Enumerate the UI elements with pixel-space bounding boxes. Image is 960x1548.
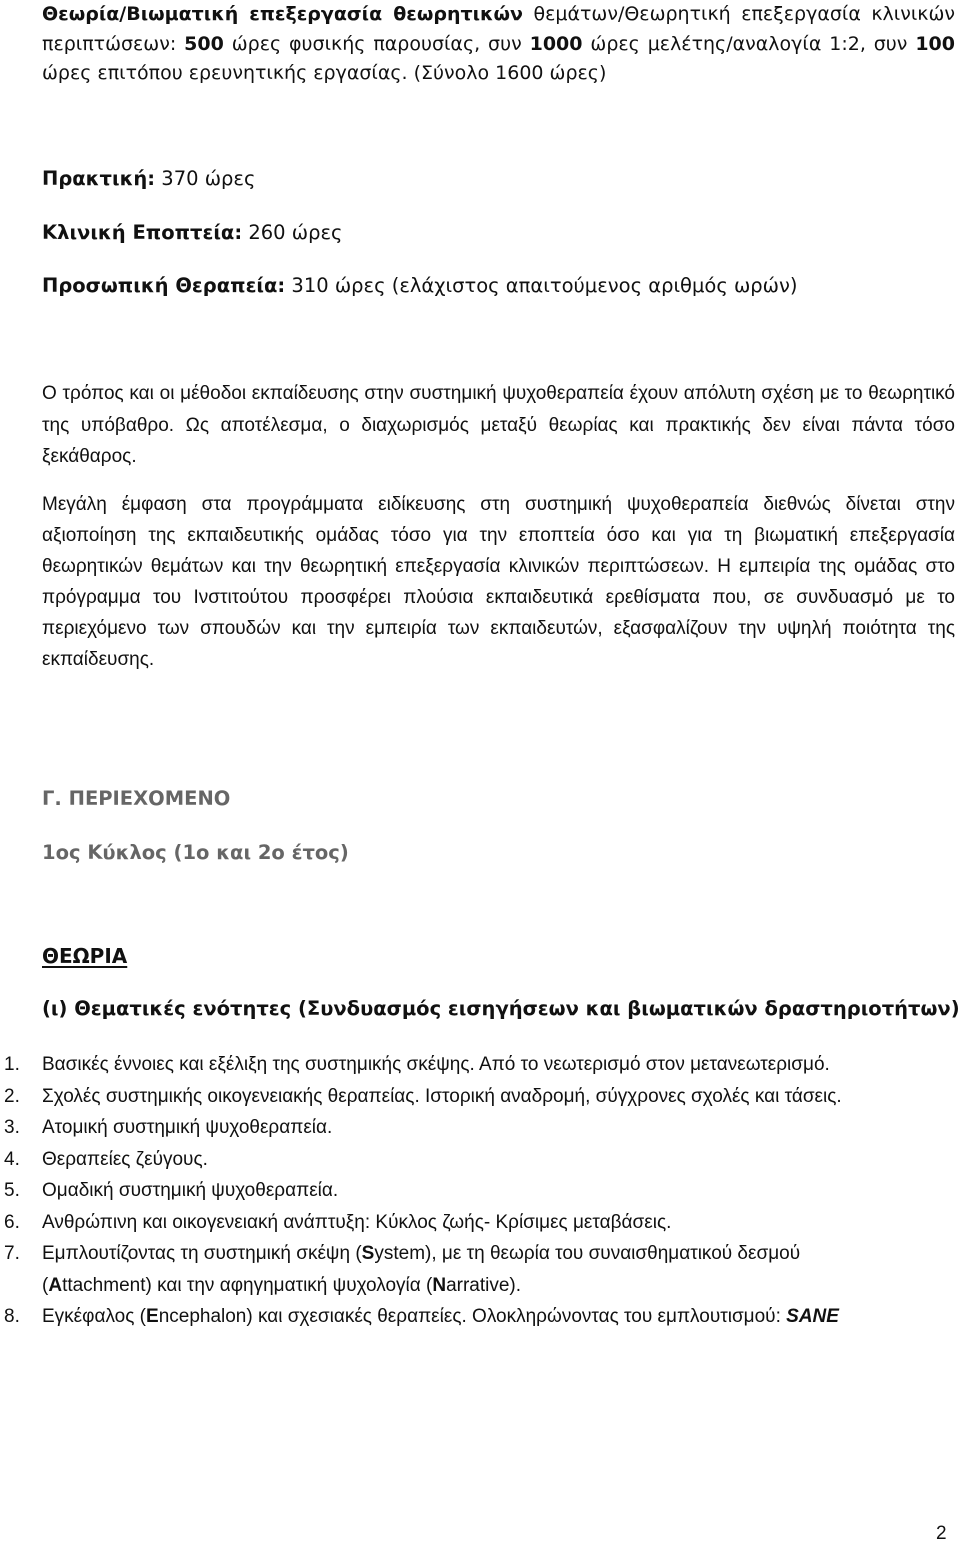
intro-text-3: ώρες μελέτης/αναλογία 1:2, συν [582,32,916,55]
item-text-part: ttachment) και την αφηγηματική ψυχολογία ( [62,1274,433,1296]
list-item [0,1207,900,1239]
list-item [0,1238,900,1301]
acronym-letter-n: N [432,1274,447,1296]
list-item [0,1144,900,1176]
item-text: Ατομική συστημική ψυχοθεραπεία. [42,1117,333,1138]
cycle-heading: 1ος Κύκλος (1ο και 2ο έτος) [42,841,349,864]
topics-list [0,1049,960,1333]
item-number: 2. [4,1085,20,1107]
intro-text-4: ώρες επιτόπου ερευνητικής εργασίας. (Σύνολο 1600 ώρες) [42,62,607,84]
item-text-part: arrative). [446,1274,522,1296]
item-number: 3. [4,1117,20,1138]
intro-paragraph [42,0,955,89]
supervision-value: 260 ώρες [242,221,343,244]
item-text: Ομαδική συστημική ψυχοθεραπεία. [42,1180,339,1201]
supervision-line [42,218,955,248]
acronym-letter-a: A [48,1274,63,1296]
intro-text-2: ώρες φυσικής παρουσίας, συν [223,32,530,55]
item-number: 7. [4,1243,20,1264]
emphasis-paragraph: Μεγάλη έμφαση στα προγράμματα ειδίκευσης στη συστημική ψυχοθεραπεία διεθνώς δίνεται στην αξιοποίηση της εκπαιδευτικής ομάδας τόσο για την εποπτεία όσο και για τη βιωματική επεξεργασία θεωρητικών θεμάτων και την θεωρητική επεξεργασία κλινικών περιπτώσεων. Η εμπειρία της ομάδας στο πρόγραμμα του Ινστιτούτου προσφέρει πλούσια εκπαιδευτικά ερεθίσματα που, σε συνδυασμό με το περιεχόμενο των σπουδών και την εμπειρία των εκπαιδευτών, εξασφαλίζουν την υψηλή ποιότητα της εκπαίδευσης. [42,494,955,670]
units-title: (ι) Θεματικές ενότητες (Συνδυασμός εισηγήσεων και βιωματικών δραστηριοτήτων) [42,997,960,1020]
practice-value: 370 ώρες [155,167,256,190]
item-number: 1. [4,1054,20,1075]
practice-label: Πρακτική: [42,167,156,190]
page-number: 2 [936,1523,947,1544]
section-heading: Γ. ΠΕΡΙΕΧΟΜΕΝΟ [42,787,231,810]
item-text: Βασικές έννοιες και εξέλιξη της συστημικής σκέψης. Από το νεωτερισμό στον μετανεωτερισμό. [42,1054,830,1075]
list-item [0,1112,900,1144]
item-text-part: Εγκέφαλος ( [42,1306,146,1327]
item-text-part: ystem), με τη θεωρία του συναισθηματικού δεσμού ( [42,1243,801,1296]
supervision-label: Κλινική Εποπτεία: [42,221,243,244]
list-item [0,1081,900,1113]
intro-label: Θεωρία/Βιωματική επεξεργασία θεωρητικών [42,3,523,25]
item-text-part: Εμπλουτίζοντας τη συστημική σκέψη ( [42,1243,362,1264]
intro-text-1: θεμάτων/Θεωρητική επεξεργασία κλινικών περιπτώσεων: [42,3,955,55]
hours-presence: 500 [184,32,224,55]
hours-study: 1000 [529,32,583,55]
list-item [0,1049,900,1081]
method-paragraph: Ο τρόπος και οι μέθοδοι εκπαίδευσης στην συστημική ψυχοθεραπεία έχουν απόλυτη σχέση με το θεωρητικό της υπόβαθρο. Ως αποτέλεσμα, ο διαχωρισμός μεταξύ θεωρίας και πρακτικής δεν είναι πάντα τόσο ξεκάθαρος. [42,383,955,467]
acronym-letter-e: E [146,1306,159,1327]
therapy-label: Προσωπική Θεραπεία: [42,274,286,297]
item-number: 4. [4,1148,20,1170]
practice-line [42,164,955,194]
item-number: 5. [4,1180,20,1201]
item-text-part: ncephalon) και σχεσιακές θεραπείες. Ολοκληρώνοντας του εμπλουτισμού: [158,1306,787,1327]
therapy-line [42,271,955,301]
item-text: Σχολές συστημικής οικογενειακής θεραπείας. Ιστορική αναδρομή, σύγχρονες σχολές και τάσεις. [42,1085,842,1107]
item-text: Ανθρώπινη και οικογενειακή ανάπτυξη: Κύκλος ζωής- Κρίσιμες μεταβάσεις. [42,1211,672,1233]
item-text: Θεραπείες ζεύγους. [42,1148,208,1170]
item-number: 6. [4,1211,20,1233]
theory-heading: ΘΕΩΡΙΑ [42,944,128,968]
hours-research: 100 [915,32,955,55]
list-item [0,1175,900,1207]
therapy-value: 310 ώρες (ελάχιστος απαιτούμενος αριθμός ωρών) [285,274,798,297]
item-number: 8. [4,1306,20,1327]
list-item [0,1301,900,1333]
sane-acronym: SANE [786,1306,839,1327]
acronym-letter-s: S [361,1243,375,1264]
